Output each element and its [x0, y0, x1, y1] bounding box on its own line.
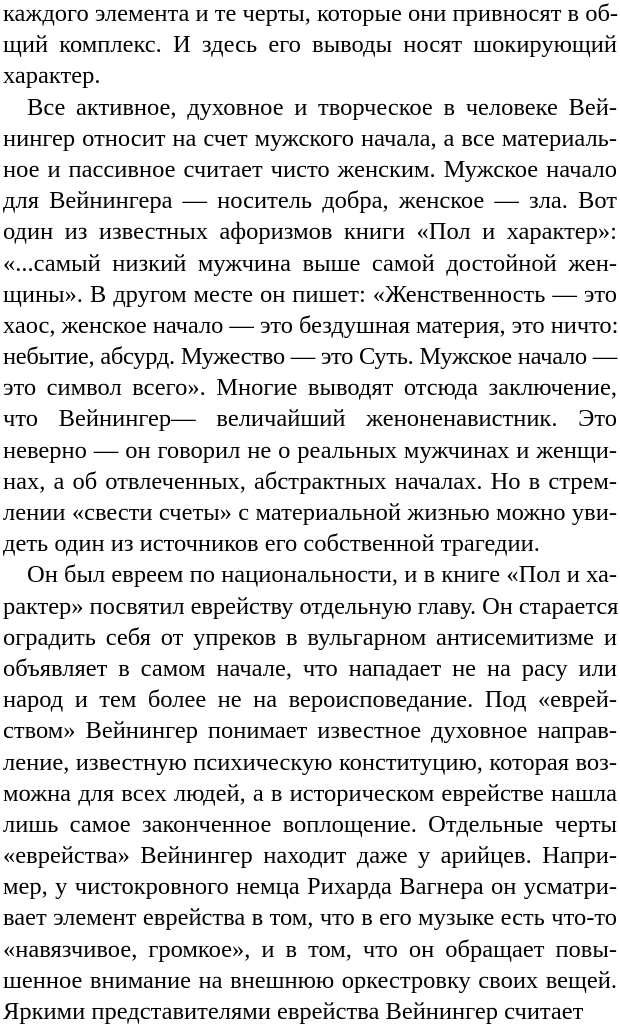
text-line: ное и пассивное считает чисто женским. Мужское начало — [3, 155, 617, 183]
text-line: Яркими представителями еврейства Вейнингер считает — [3, 998, 584, 1025]
text-line: неверно — он говорил не о реальных мужчинах и женщи- — [3, 436, 617, 464]
text-line: народ и тем более не на вероисповедание. Под «еврей- — [3, 686, 617, 714]
paragraph — [3, 92, 617, 560]
text-line: щий комплекс. И здесь его выводы носят шокирующий — [3, 31, 617, 59]
text-line: щины». В другом месте он пишет: «Женственность — это — [3, 280, 617, 308]
text-line: можна для всех людей, а в историческом еврействе нашла — [3, 779, 617, 807]
text-line: деть один из источников его собственной трагедии. — [3, 530, 540, 558]
text-line: Все активное, духовное и творческое в человеке Вей- — [27, 93, 617, 121]
paragraph — [3, 559, 617, 1027]
text-line: мер, у чистокровного немца Рихарда Вагнера он усматри- — [3, 873, 617, 901]
text-line: оградить себя от упреков в вульгарном антисемитизме и — [3, 623, 617, 651]
text-line: характер. — [3, 62, 101, 90]
text-line: шенное внимание на внешнюю оркестровку своих вещей. — [3, 966, 617, 994]
text-line: для Вейнингера — носитель добра, женское — зла. Вот — [3, 187, 617, 215]
text-line: ление, известную психическую конституцию, которая воз- — [3, 748, 617, 776]
text-line: это символ всего». Многие выводят отсюда заключение, — [3, 374, 617, 402]
text-line: объявляет в самом начале, что нападает не на расу или — [3, 654, 617, 682]
text-line: ством» Вейнингер понимает известное духовное направ- — [3, 717, 617, 745]
page-text — [3, 0, 617, 1027]
text-line: лишь самое законченное воплощение. Отдельные черты — [3, 810, 617, 838]
text-line: что Вейнингер— величайший женоненавистник. Это — [3, 405, 617, 433]
text-line: «навязчивое, громкое», и в том, что он обращает повы- — [3, 935, 617, 963]
text-line: нах, а об отвлеченных, абстрактных началах. Но в стрем- — [3, 467, 617, 495]
text-line: один из известных афоризмов книги «Пол и характер»: — [3, 218, 617, 246]
text-line: «...самый низкий мужчина выше самой достойной жен- — [3, 249, 617, 277]
text-line: каждого элемента и те черты, которые они привносят в об- — [3, 0, 619, 27]
text-line: вает элемент еврейства в том, что в его музыке есть что-то — [3, 904, 617, 932]
text-line: «еврейства» Вейнингер находит даже у арийцев. Напри- — [3, 842, 617, 870]
text-line: лении «свести счеты» с материальной жизнью можно уви- — [3, 499, 617, 526]
paragraph — [3, 0, 617, 92]
text-line: хаос, женское начало — это бездушная материя, это ничто: — [3, 311, 619, 339]
text-line: Он был евреем по национальности, и в книге «Пол и ха- — [27, 561, 617, 589]
text-line: небытие, абсурд. Мужество — это Суть. Мужское начало — — [3, 343, 617, 371]
text-line: нингер относит на счет мужского начала, а все материаль- — [3, 124, 617, 152]
text-line: рактер» посвятил еврейству отдельную главу. Он старается — [3, 592, 619, 620]
